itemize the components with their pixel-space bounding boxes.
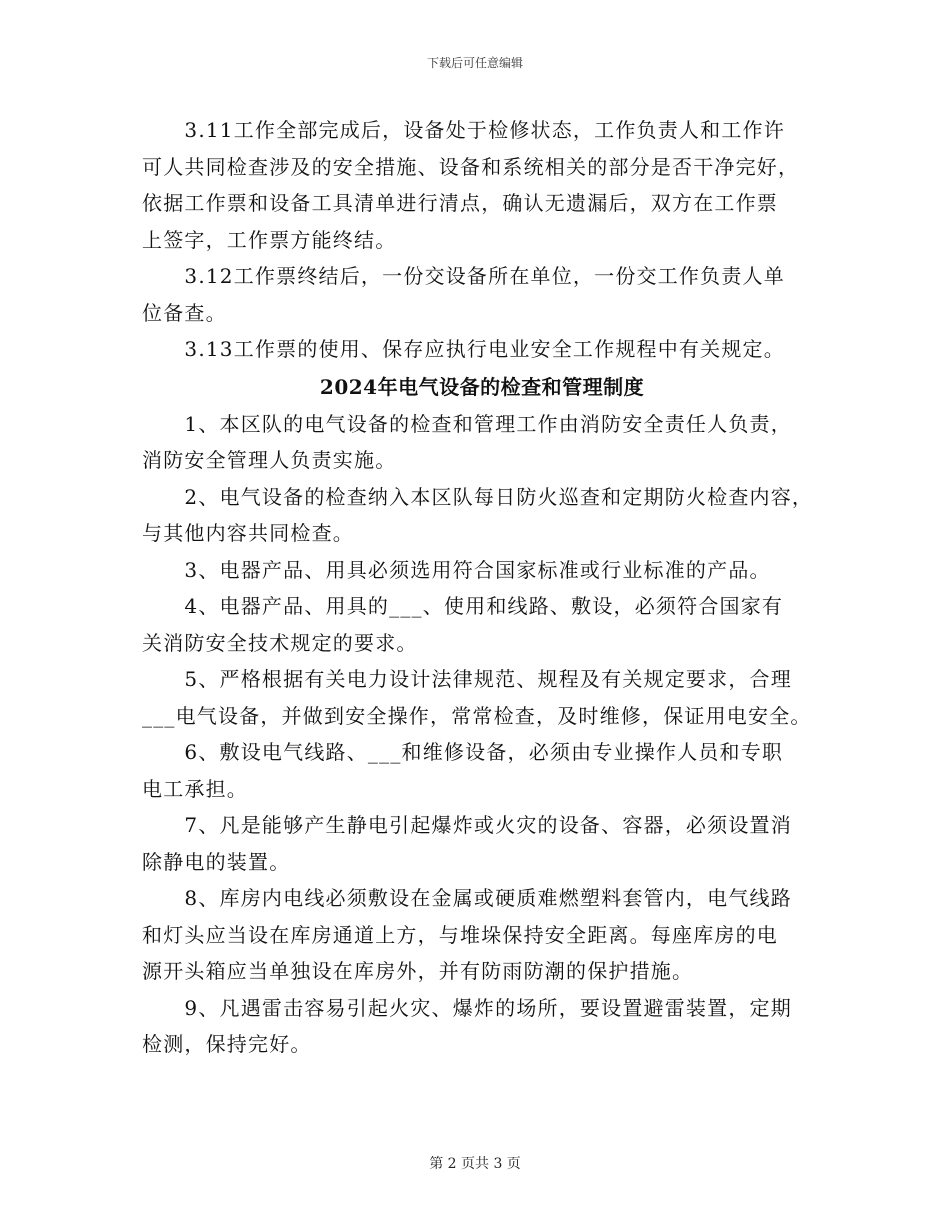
paragraph-item-5: 5、严格根据有关电力设计法律规范、规程及有关规定要求，合理 ___电气设备，并做到安全操作，常常检查，及时维修，保证用电安全。: [142, 667, 812, 728]
paragraph-item-8: 8、库房内电线必须敷设在金属或硬质难燃塑料套管内，电气线路 和灯头应当设在库房通道上方，与堆垛保持安全距离。每座库房的电 源开头箱应当单独设在库房外，并有防雨防潮的保护措施。: [142, 886, 792, 983]
paragraph-item-3: 3、电器产品、用具必须选用符合国家标准或行业标准的产品。: [142, 557, 771, 582]
paragraph-item-7: 7、凡是能够产生静电引起爆炸或火灾的设备、容器，必须设置消 除静电的装置。: [142, 813, 792, 874]
page-header: 下载后可任意编辑: [426, 56, 523, 70]
paragraph-3-13: 3.13工作票的使用、保存应执行电业安全工作规程中有关规定。: [142, 337, 785, 361]
paragraph-item-1: 1、本区队的电气设备的检查和管理工作由消防安全责任人负责， 消防安全管理人负责实施。: [142, 411, 792, 472]
paragraph-item-2: 2、电气设备的检查纳入本区队每日防火巡查和定期防火检查内容， 与其他内容共同检查。: [142, 484, 814, 545]
paragraph-item-6: 6、敷设电气线路、___和维修设备，必须由专业操作人员和专职 电工承担。: [142, 740, 784, 801]
document-title: 2024年电气设备的检查和管理制度: [319, 374, 645, 399]
page-footer: 第 2 页共 3 页: [429, 1156, 521, 1172]
paragraph-3-12: 3.12工作票终结后，一份交设备所在单位，一份交工作负责人单 位备查。: [142, 264, 785, 325]
paragraph-3-11: 3.11工作全部完成后，设备处于检修状态，工作负责人和工作许 可人共同检查涉及的安全措施、设备和系统相关的部分是否干净完好， 依据工作票和设备工具清单进行清点，确认无遗漏后，双方在工作票 上签字，工作票方能终结。: [142, 118, 800, 252]
paragraph-item-4: 4、电器产品、用具的___、使用和线路、敷设，必须符合国家有 关消防安全技术规定的要求。: [142, 594, 784, 655]
paragraph-item-9: 9、凡遇雷击容易引起火灾、爆炸的场所，要设置避雷装置，定期 检测，保持完好。: [142, 995, 792, 1056]
document-body: [142, 112, 822, 1063]
